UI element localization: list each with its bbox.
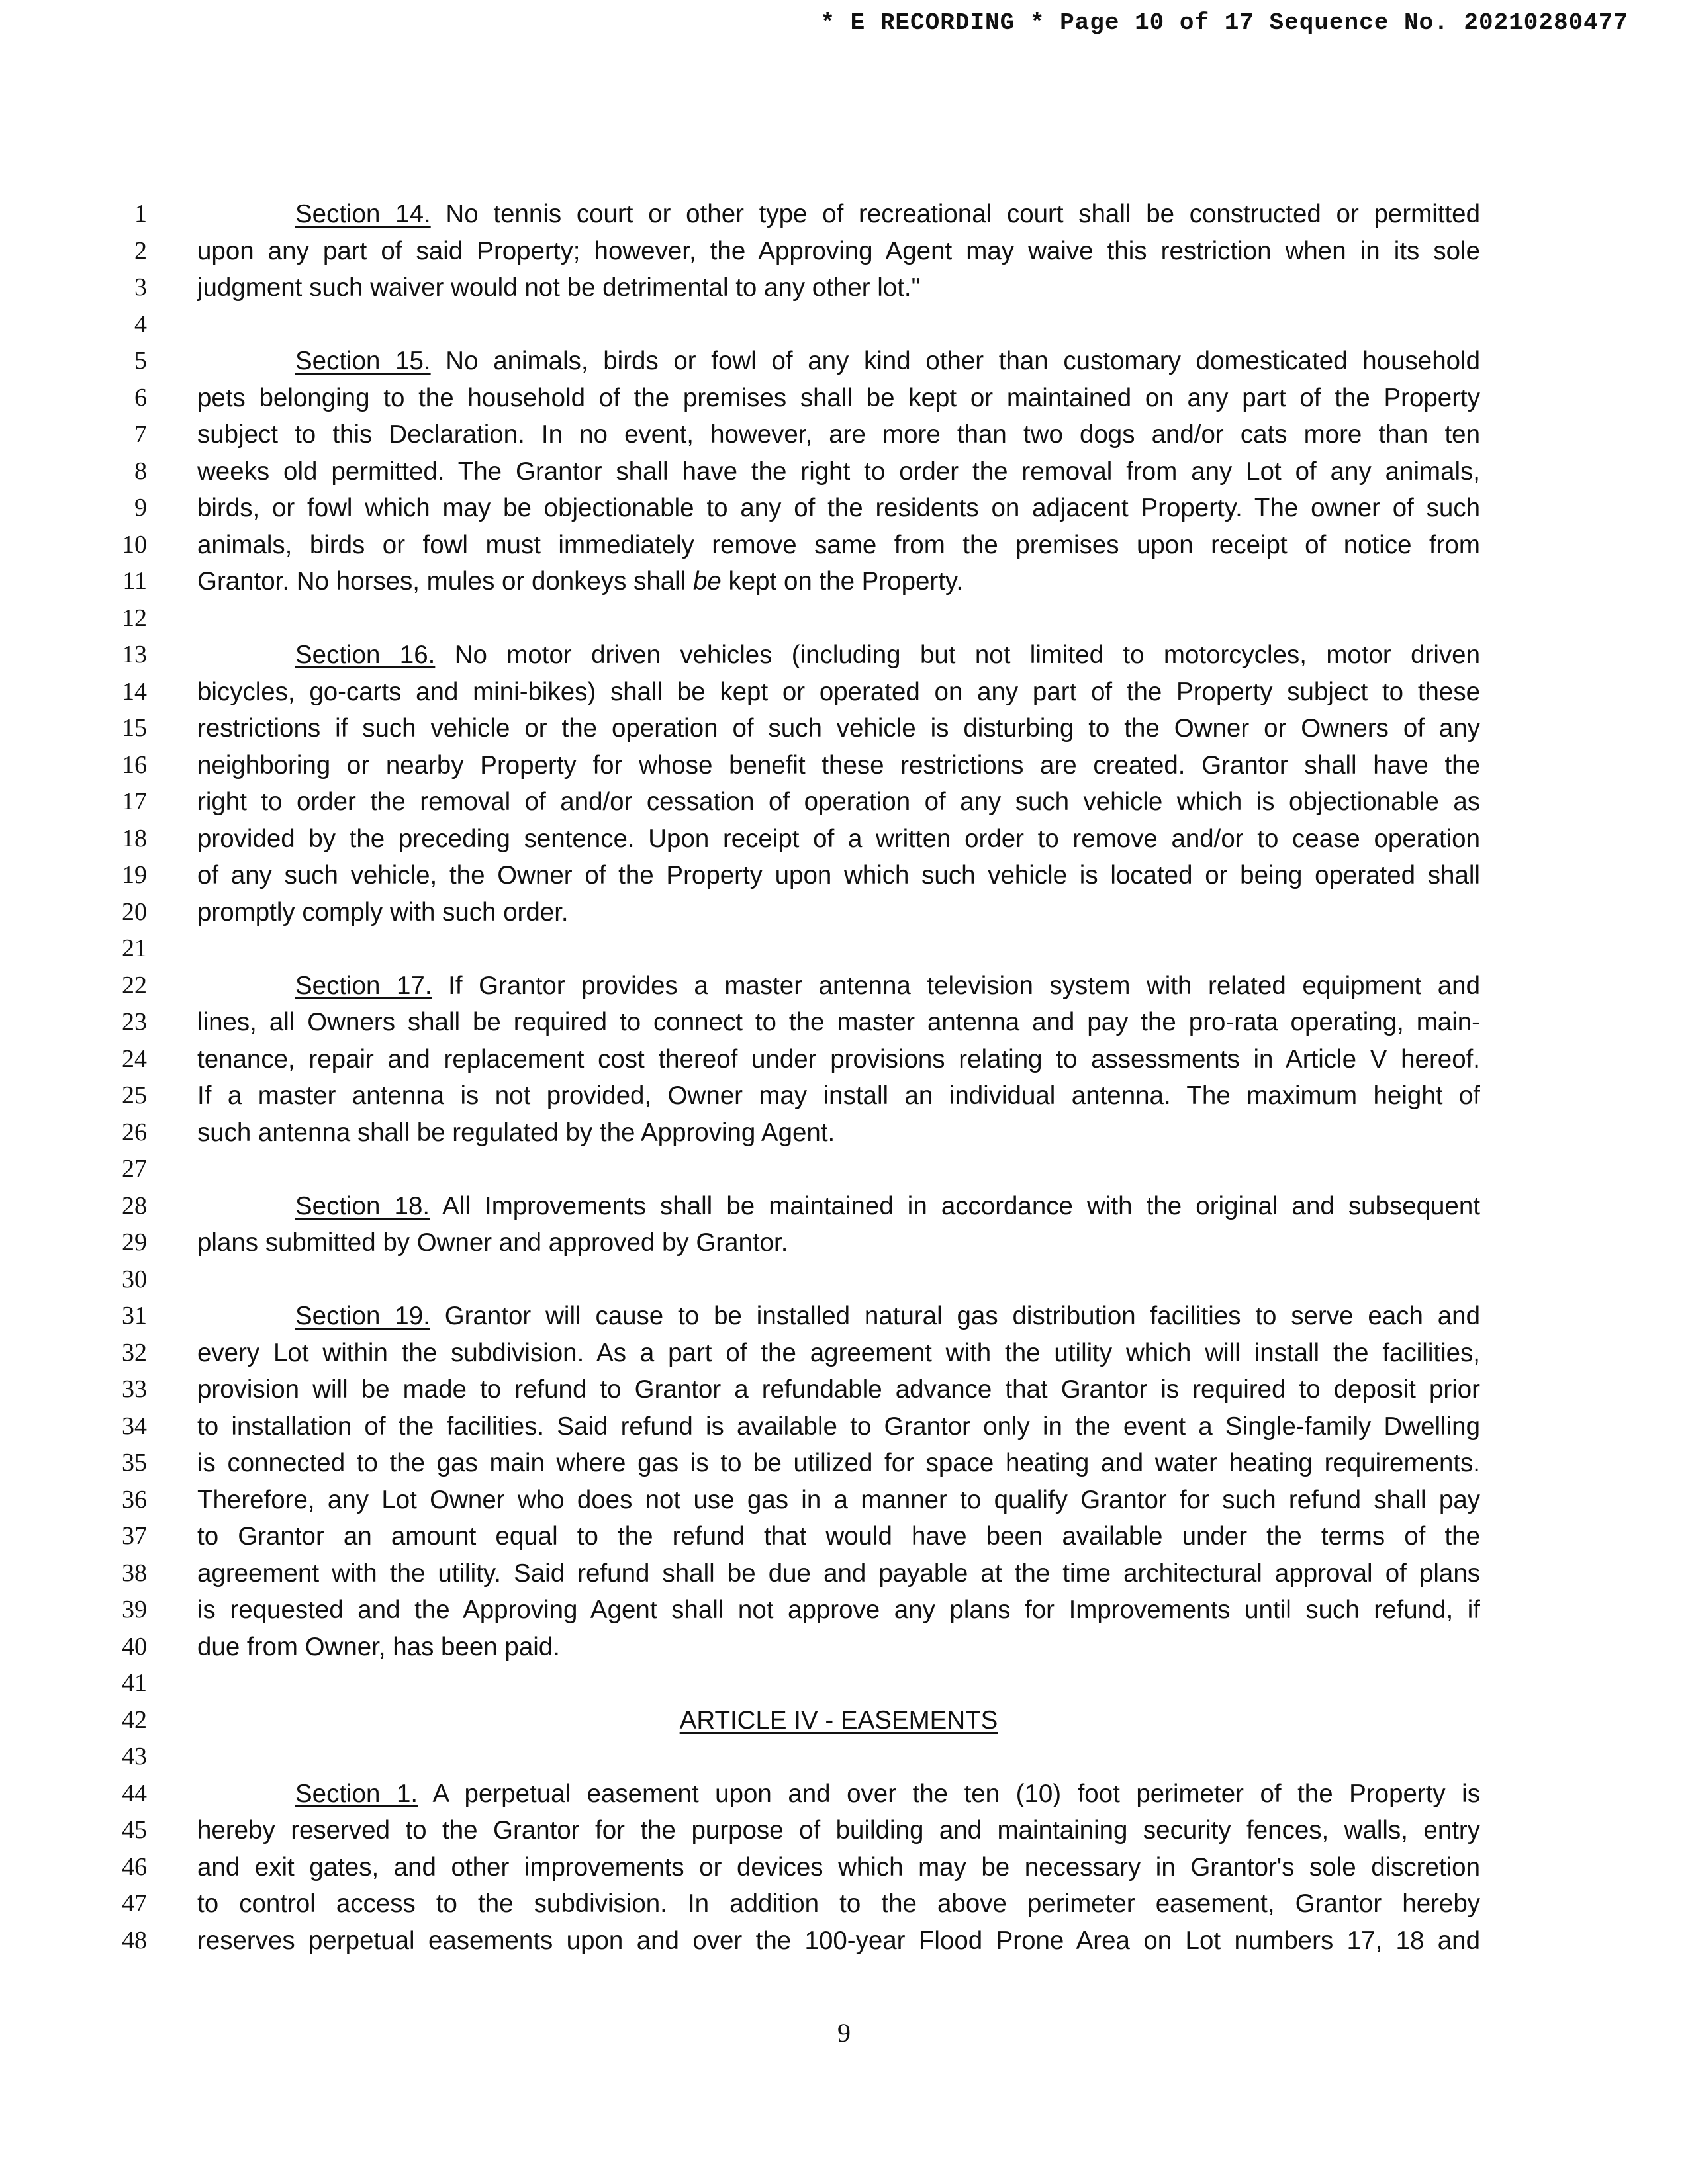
section-heading: Section 15.: [295, 347, 431, 375]
document-line: [0, 1665, 1688, 1702]
document-line: [0, 931, 1688, 968]
document-line: [0, 1371, 1688, 1408]
body-line: restrictions if such vehicle or the operation of such vehicle is disturbing to the Owner or Owners of any: [197, 714, 1480, 743]
line-number: 1: [134, 200, 147, 228]
line-number: 2: [134, 236, 147, 265]
document-line: [0, 196, 1688, 233]
document-line: [0, 1445, 1688, 1482]
line-number: 43: [122, 1743, 147, 1770]
line-number: 28: [122, 1191, 147, 1220]
document-line: [0, 1555, 1688, 1592]
section-heading: Section 1.: [295, 1779, 418, 1808]
body-line: of any such vehicle, the Owner of the Property upon which such vehicle is located or being operated shall: [197, 861, 1480, 889]
line-number: 26: [122, 1118, 147, 1146]
document-line: [0, 637, 1688, 674]
body-line: provided by the preceding sentence. Upon receipt of a written order to remove and/or to cease operation: [197, 824, 1480, 853]
body-line: Therefore, any Lot Owner who does not use gas in a manner to qualify Grantor for such refund shall pay: [197, 1485, 1480, 1514]
document-line: [0, 1115, 1688, 1152]
line-number: 45: [122, 1816, 147, 1844]
line-number: 19: [122, 861, 147, 889]
document-line: [0, 1629, 1688, 1666]
line-number: 4: [134, 310, 147, 338]
document-line: [0, 1482, 1688, 1519]
section-line: [197, 637, 1480, 674]
line-number: 23: [122, 1008, 147, 1036]
line-number: 12: [122, 604, 147, 632]
line-number: 47: [122, 1889, 147, 1917]
line-number: 21: [122, 934, 147, 962]
line-number: 34: [122, 1412, 147, 1440]
paragraph-last-line: judgment such waiver would not be detrimental to any other lot.": [197, 273, 921, 302]
text-segment: Grantor. No horses, mules or donkeys shall: [197, 567, 693, 596]
document-line: [0, 453, 1688, 490]
section-line: [197, 1188, 1480, 1225]
document-line: [0, 894, 1688, 931]
document-line: [0, 563, 1688, 600]
line-number: 15: [122, 714, 147, 742]
line-number: 31: [122, 1302, 147, 1330]
paragraph-last-line: promptly comply with such order.: [197, 897, 569, 927]
line-number: 22: [122, 971, 147, 999]
body-line: and exit gates, and other improvements or devices which may be necessary in Grantor's sole discretion: [197, 1852, 1480, 1882]
body-line: weeks old permitted. The Grantor shall have the right to order the removal from any Lot of any animals,: [197, 457, 1480, 486]
line-number: 10: [122, 530, 147, 559]
line-number: 25: [122, 1081, 147, 1109]
body-line: birds, or fowl which may be objectionable to any of the residents on adjacent Property. The owner of such: [197, 494, 1480, 522]
line-number: 7: [134, 420, 147, 448]
section-text: A perpetual easement upon and over the ten (10) foot perimeter of the Property is: [418, 1779, 1480, 1808]
line-number: 14: [122, 677, 147, 705]
paragraph-last-line: due from Owner, has been paid.: [197, 1632, 560, 1661]
body-line: lines, all Owners shall be required to connect to the master antenna and pay the pro-rata operating, main-: [197, 1008, 1480, 1036]
document-line: [0, 857, 1688, 894]
line-number: 48: [122, 1926, 147, 1954]
body-line: is requested and the Approving Agent shall not approve any plans for Improvements until such refund, if: [197, 1596, 1480, 1624]
section-line: [197, 968, 1480, 1005]
line-number: 17: [122, 788, 147, 815]
document-line: [0, 1812, 1688, 1849]
body-line: subject to this Declaration. In no event, however, are more than two dogs and/or cats more than ten: [197, 420, 1480, 449]
body-line: If a master antenna is not provided, Owner may install an individual antenna. The maximum height of: [197, 1081, 1480, 1110]
document-line: [0, 306, 1688, 343]
section-heading: Section 19.: [295, 1302, 430, 1330]
body-line: neighboring or nearby Property for whose benefit these restrictions are created. Grantor shall have the: [197, 751, 1480, 780]
document-line: [0, 1151, 1688, 1188]
line-number: 8: [134, 457, 147, 485]
document-line: [0, 233, 1688, 270]
line-number: 46: [122, 1852, 147, 1881]
body-line: bicycles, go-carts and mini-bikes) shall be kept or operated on any part of the Property subject to these: [197, 677, 1480, 706]
section-text: No animals, birds or fowl of any kind other than customary domesticated household: [430, 347, 1480, 375]
paragraph-last-line: such antenna shall be regulated by the Approving Agent.: [197, 1118, 835, 1147]
document-line: [0, 1004, 1688, 1041]
section-text: If Grantor provides a master antenna television system with related equipment and: [432, 971, 1480, 1000]
line-number: 6: [134, 383, 147, 412]
document-line: [0, 380, 1688, 417]
line-number: 27: [122, 1155, 147, 1183]
section-text: No motor driven vehicles (including but not limited to motorcycles, motor driven: [435, 641, 1480, 669]
page-number: 9: [837, 2018, 851, 2048]
document-line: [0, 1702, 1688, 1739]
body-line: to installation of the facilities. Said refund is available to Grantor only in the event a Single-family Dwelling: [197, 1412, 1480, 1441]
body-line: to control access to the subdivision. In addition to the above perimeter easement, Grantor hereby: [197, 1889, 1480, 1918]
body-line: is connected to the gas main where gas is to be utilized for space heating and water heating requirements.: [197, 1449, 1480, 1477]
document-line: [0, 1261, 1688, 1298]
body-line: upon any part of said Property; however, the Approving Agent may waive this restriction when in its sole: [197, 236, 1480, 265]
line-number: 33: [122, 1375, 147, 1403]
document-line: [0, 747, 1688, 784]
document-line: [0, 1408, 1688, 1445]
document-line: [0, 527, 1688, 564]
italic-word: be: [692, 567, 722, 596]
recording-stamp: * E RECORDING * Page 10 of 17 Sequence No. 20210280477: [820, 9, 1628, 36]
body-line: tenance, repair and replacement cost thereof under provisions relating to assessments in Article V hereof.: [197, 1044, 1480, 1073]
paragraph-last-line: [197, 563, 1480, 600]
document-body: [0, 196, 1688, 1959]
section-text: All Improvements shall be maintained in accordance with the original and subsequent: [430, 1191, 1480, 1220]
line-number: 40: [122, 1632, 147, 1661]
line-number: 16: [122, 751, 147, 779]
line-number: 20: [122, 897, 147, 926]
body-line: provision will be made to refund to Grantor a refundable advance that Grantor is required to deposit prior: [197, 1375, 1480, 1404]
document-line: [0, 1041, 1688, 1078]
document-line: [0, 1739, 1688, 1776]
paragraph-last-line: plans submitted by Owner and approved by Grantor.: [197, 1228, 788, 1257]
document-line: [0, 416, 1688, 453]
document-line: [0, 1776, 1688, 1813]
document-line: [0, 968, 1688, 1005]
document-line: [0, 1298, 1688, 1335]
document-line: [0, 710, 1688, 747]
line-number: 42: [122, 1706, 147, 1734]
document-line: [0, 600, 1688, 637]
document-line: [0, 1592, 1688, 1629]
line-number: 9: [134, 494, 147, 522]
section-line: [197, 1298, 1480, 1335]
section-line: [197, 196, 1480, 233]
line-number: 41: [122, 1669, 147, 1697]
body-line: animals, birds or fowl must immediately remove same from the premises upon receipt of notice from: [197, 530, 1480, 559]
document-line: [0, 1886, 1688, 1923]
document-line: [0, 1923, 1688, 1960]
line-number: 24: [122, 1044, 147, 1073]
section-heading: Section 17.: [295, 971, 432, 1000]
document-line: [0, 821, 1688, 858]
line-number: 29: [122, 1228, 147, 1256]
document-line: [0, 343, 1688, 380]
line-number: 36: [122, 1485, 147, 1514]
document-line: [0, 784, 1688, 821]
document-line: [0, 1224, 1688, 1261]
document-line: [0, 1077, 1688, 1115]
body-line: pets belonging to the household of the premises shall be kept or maintained on any part of the Property: [197, 383, 1480, 412]
document-line: [0, 269, 1688, 306]
body-line: every Lot within the subdivision. As a part of the agreement with the utility which will install the facilities,: [197, 1338, 1480, 1367]
document-line: [0, 674, 1688, 711]
section-heading: Section 16.: [295, 641, 436, 669]
line-number: 11: [122, 567, 147, 595]
body-line: hereby reserved to the Grantor for the purpose of building and maintaining security fences, walls, entry: [197, 1816, 1480, 1844]
body-line: agreement with the utility. Said refund shall be due and payable at the time architectural approval of plans: [197, 1559, 1480, 1588]
section-heading: Section 14.: [295, 200, 431, 228]
line-number: 3: [134, 273, 147, 301]
body-line: reserves perpetual easements upon and over the 100-year Flood Prone Area on Lot numbers 17, 18 and: [197, 1926, 1480, 1955]
document-line: [0, 1518, 1688, 1555]
section-line: [197, 343, 1480, 380]
body-line: right to order the removal of and/or cessation of operation of any such vehicle which is objectionable as: [197, 788, 1480, 816]
document-line: [0, 1188, 1688, 1225]
section-heading: Section 18.: [295, 1191, 430, 1220]
line-number: 44: [122, 1779, 147, 1807]
line-number: 39: [122, 1596, 147, 1623]
line-number: 32: [122, 1338, 147, 1367]
body-line: to Grantor an amount equal to the refund that would have been available under the terms of the: [197, 1522, 1480, 1551]
article-heading-line: [197, 1702, 1480, 1739]
line-number: 37: [122, 1522, 147, 1550]
line-number: 30: [122, 1265, 147, 1293]
article-heading: ARTICLE IV - EASEMENTS: [679, 1706, 998, 1735]
section-line: [197, 1776, 1480, 1813]
section-text: Grantor will cause to be installed natural gas distribution facilities to serve each and: [430, 1302, 1480, 1330]
line-number: 5: [134, 347, 147, 375]
document-line: [0, 1335, 1688, 1372]
text-segment: kept on the Property.: [721, 567, 964, 596]
line-number: 18: [122, 824, 147, 852]
line-number: 38: [122, 1559, 147, 1587]
line-number: 35: [122, 1449, 147, 1477]
section-text: No tennis court or other type of recreational court shall be constructed or permitted: [430, 200, 1480, 228]
document-line: [0, 490, 1688, 527]
document-line: [0, 1849, 1688, 1886]
line-number: 13: [122, 641, 147, 668]
